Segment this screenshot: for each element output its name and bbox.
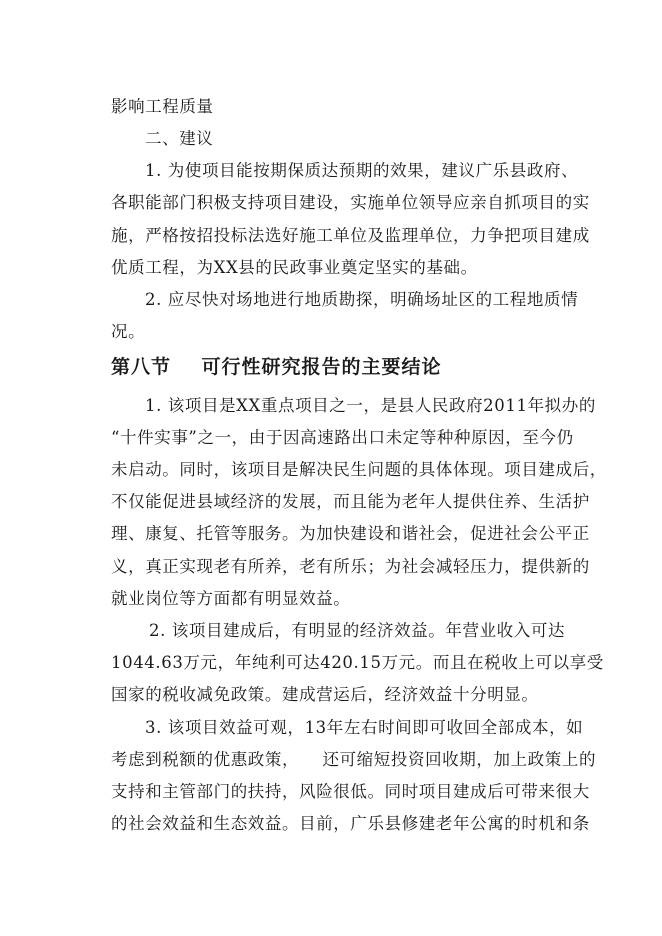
subheading-suggestions: 二、建议 <box>145 129 214 148</box>
conclusion-line-10: 国家的税收减免政策。建成营运后，经济效益十分明显。 <box>111 685 539 704</box>
conclusion-line-3: 未启动。同时，该项目是解决民生问题的具体体现。项目建成后， <box>111 460 607 479</box>
text-line-5: 施，严格按招投标法选好施工单位及监理单位，力争把项目建成 <box>111 226 590 245</box>
conclusion-line-2: “十件实事”之一，由于因高速路出口未定等种种原因，至今仍 <box>111 428 574 447</box>
conclusion-line-11: 3. 该项目效益可观，13年左右时间即可收回全部成本，如 <box>145 718 584 737</box>
text-line-6: 优质工程，为XX县的民政事业奠定坚实的基础。 <box>111 258 478 277</box>
conclusion-line-12: 考虑到税额的优惠政策， 还可缩短投资回收期，加上政策上的 <box>111 750 597 769</box>
conclusion-line-7: 就业岗位等方面都有明显效益。 <box>111 589 351 608</box>
conclusion-line-4: 不仅能促进县域经济的发展，而且能为老年人提供住养、生活护 <box>111 492 590 511</box>
section-heading: 第八节 可行性研究报告的主要结论 <box>111 356 442 378</box>
conclusion-line-13: 支持和主管部门的扶持，风险很低。同时项目建成后可带来很大 <box>111 782 590 801</box>
text-line-7: 2. 应尽快对场地进行地质勘探，明确场址区的工程地质情 <box>145 290 579 309</box>
conclusion-line-14: 的社会效益和生态效益。目前，广乐县修建老年公寓的时机和条 <box>111 814 590 833</box>
text-line-8: 况。 <box>111 322 146 341</box>
conclusion-line-5: 理、康复、托管等服务。为加快建设和谐社会，促进社会公平正 <box>111 524 590 543</box>
conclusion-line-9: 1044.63万元，年纯利可达420.15万元。而且在税收上可以享受 <box>111 653 604 672</box>
conclusion-line-1: 1. 该项目是XX重点项目之一，是县人民政府2011年拟办的 <box>145 396 596 415</box>
text-line-3: 1. 为使项目能按期保质达预期的效果，建议广乐县政府、 <box>145 161 579 180</box>
text-line-4: 各职能部门积极支持项目建设，实施单位领导应亲自抓项目的实 <box>111 193 590 212</box>
conclusion-line-8: 2. 该项目建成后，有明显的经济效益。年营业收入可达 <box>149 621 566 640</box>
text-line-1: 影响工程质量 <box>111 97 214 116</box>
conclusion-line-6: 义，真正实现老有所养，老有所乐；为社会减轻压力，提供新的 <box>111 557 590 576</box>
